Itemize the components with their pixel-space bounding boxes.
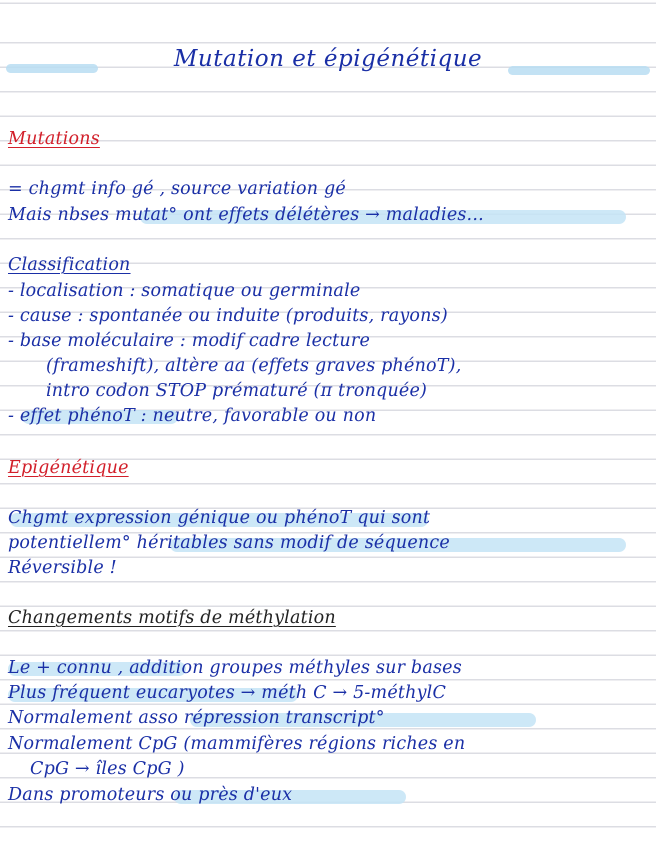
classification-item: - effet phénoT : neutre, favorable ou non bbox=[8, 406, 377, 426]
classification-item: - base moléculaire : modif cadre lecture bbox=[8, 331, 371, 351]
methylation-line: Normalement asso répression transcript° bbox=[8, 708, 385, 728]
classification-item-continued: intro codon STOP prématuré (π tronquée) bbox=[46, 381, 428, 401]
mutations-effects: Mais nbses mutat° ont effets délétères → maladies... bbox=[8, 205, 484, 225]
epigenetique-line: Réversible ! bbox=[8, 558, 117, 578]
methylation-line: Le + connu , addition groupes méthyles sur bases bbox=[8, 658, 462, 678]
classification-item: - localisation : somatique ou germinale bbox=[8, 281, 361, 301]
mutations-definition: = chgmt info gé , source variation gé bbox=[8, 179, 346, 199]
classification-item: - cause : spontanée ou induite (produits, rayons) bbox=[8, 306, 448, 326]
methylation-line: Dans promoteurs ou près d'eux bbox=[8, 785, 293, 805]
page-title: Mutation et épigénétique bbox=[173, 46, 483, 72]
classification-heading: Classification bbox=[8, 255, 131, 275]
methylation-line: Plus fréquent eucaryotes → méth C → 5-méthylC bbox=[8, 683, 447, 703]
methylation-line: Normalement CpG (mammifères régions riches en bbox=[8, 734, 466, 754]
mutations-heading: Mutations bbox=[8, 129, 100, 149]
methylation-heading: Changements motifs de méthylation bbox=[8, 608, 336, 628]
epigenetique-line: Chgmt expression génique ou phénoT qui sont bbox=[8, 508, 431, 528]
classification-item-continued: (frameshift), altère aa (effets graves phénoT), bbox=[46, 356, 462, 376]
epigenetique-heading: Epigénétique bbox=[8, 458, 129, 478]
epigenetique-line: potentiellem° héritables sans modif de séquence bbox=[8, 533, 450, 553]
methylation-line-continued: CpG → îles CpG ) bbox=[30, 759, 185, 779]
